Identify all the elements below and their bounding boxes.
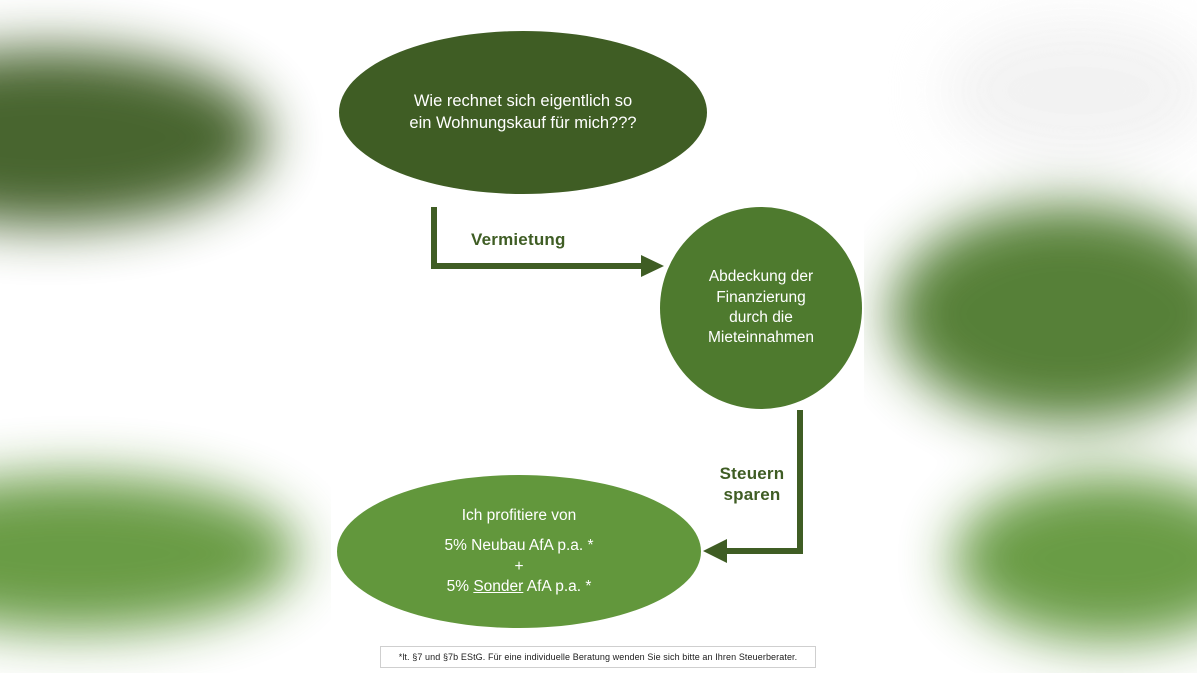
node-benefit-line3: + bbox=[514, 557, 524, 575]
node-benefit-line4-underlined: Sonder bbox=[473, 577, 524, 595]
node-benefit-line2: 5% Neubau AfA p.a. * bbox=[444, 537, 594, 555]
background-blob-3 bbox=[891, 205, 1197, 423]
node-benefit-text bbox=[400, 506, 637, 598]
edge-label-steuern-line2: sparen bbox=[723, 485, 781, 505]
node-benefit-line4-suffix: AfA p.a. * bbox=[523, 577, 592, 595]
node-question-line1: Wie rechnet sich eigentlich so bbox=[413, 91, 633, 110]
node-financing-line4: Mieteinnahmen bbox=[708, 329, 814, 347]
background-blob-2 bbox=[0, 475, 298, 631]
node-financing-line1: Abdeckung der bbox=[708, 268, 814, 286]
node-financing-line2: Finanzierung bbox=[716, 288, 806, 306]
node-benefit bbox=[337, 475, 701, 628]
node-financing-text bbox=[682, 267, 840, 349]
edge-label-steuern-line1: Steuern bbox=[719, 464, 785, 483]
node-question-line2: ein Wohnungskauf für mich??? bbox=[409, 113, 637, 132]
background-blob-4 bbox=[954, 475, 1197, 641]
node-benefit-line4-prefix: 5% bbox=[446, 577, 474, 595]
edge-label-vermietung: Vermietung bbox=[471, 230, 566, 249]
node-financing-line3: durch die bbox=[729, 309, 793, 326]
node-question bbox=[339, 31, 707, 194]
node-financing bbox=[660, 207, 862, 409]
node-benefit-spacer bbox=[444, 526, 593, 536]
edge-label-steuern bbox=[712, 463, 792, 506]
node-benefit-line1: Ich profitiere von bbox=[461, 506, 577, 524]
background-blob-5 bbox=[943, 18, 1197, 164]
footnote-box bbox=[380, 646, 816, 668]
node-question-text bbox=[377, 91, 668, 135]
footnote-text: *lt. §7 und §7b EStG. Für eine individuelle Beratung wenden Sie sich bitte an Ihren Steuerberater. bbox=[398, 652, 798, 662]
background-blob-1 bbox=[0, 49, 267, 226]
